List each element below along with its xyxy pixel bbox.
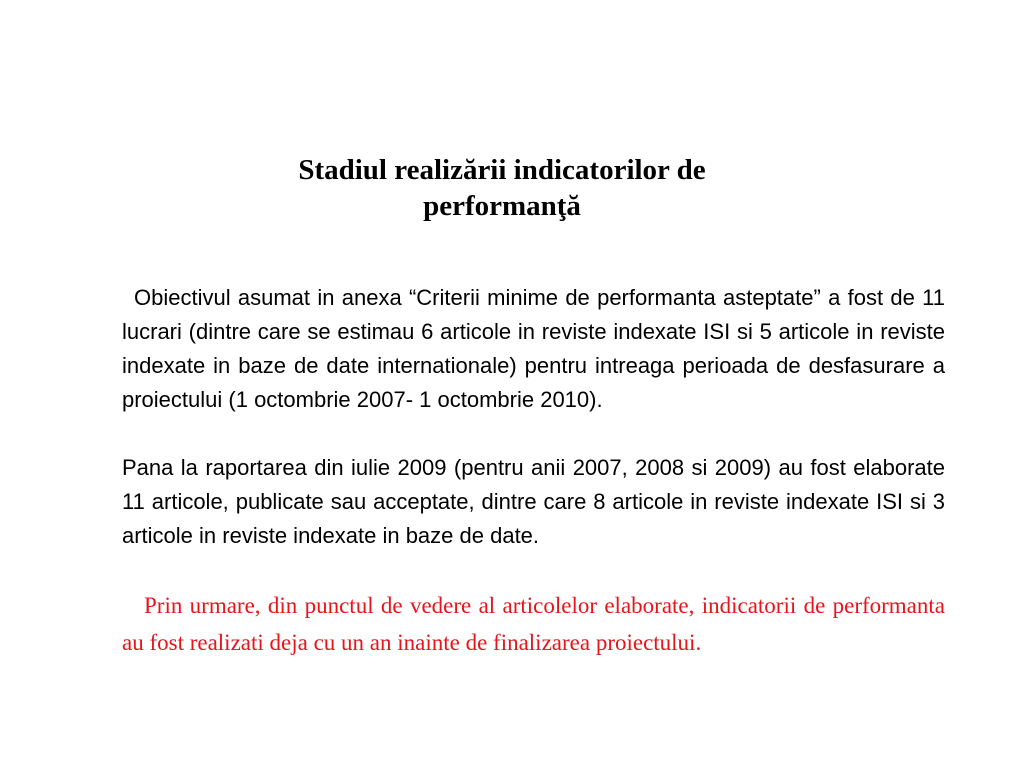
paragraph-conclusion: Prin urmare, din punctul de vedere al articolelor elaborate, indicatorii de performanta au fost realizati deja cu un an inainte de finalizarea proiectului. [122, 593, 945, 655]
paragraph-report-status: Pana la raportarea din iulie 2009 (pentru anii 2007, 2008 si 2009) au fost elaborate 11 articole, publicate sau acceptate, dintre care 8 articole in reviste indexate ISI si 3 articole in reviste indexate in baze de date. [122, 455, 945, 548]
slide-title-line-1: Stadiul realizării indicatorilor de [298, 154, 706, 186]
slide-title-line-2: performanţă [423, 190, 581, 222]
slide-title [212, 152, 792, 224]
paragraph-objective: Obiectivul asumat in anexa “Criterii minime de performanta asteptate” a fost de 11 lucrari (dintre care se estimau 6 articole in reviste indexate ISI si 5 articole in reviste indexate in baze de date internationale) pentru intreaga perioada de desfasurare a proiectului (1 octombrie 2007- 1 octombrie 2010). [122, 285, 945, 412]
slide-body [122, 281, 945, 661]
